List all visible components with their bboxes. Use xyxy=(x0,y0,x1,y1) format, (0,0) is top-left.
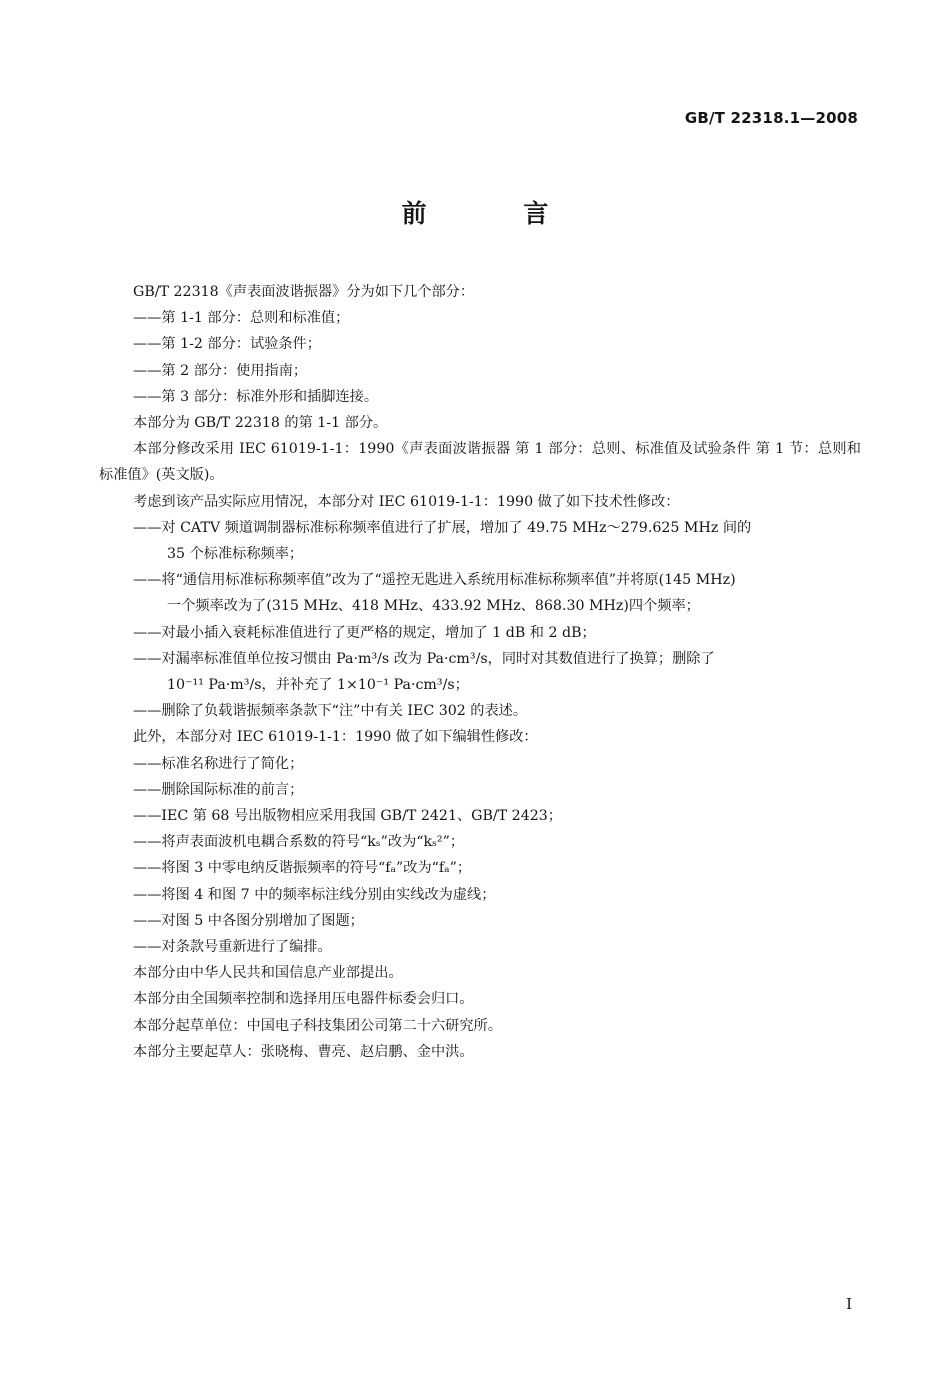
page-number: I xyxy=(846,1295,852,1313)
editorial-change-8: ——对条款号重新进行了编排。 xyxy=(133,939,332,956)
technical-changes-intro: 考虑到该产品实际应用情况，本部分对 IEC 61019-1-1：1990 做了如下技术性修改： xyxy=(133,493,680,510)
technical-change-1-line-2: 35 个标准标称频率； xyxy=(167,546,304,563)
editorial-change-3: ——IEC 第 68 号出版物相应采用我国 GB/T 2421、GB/T 2423； xyxy=(133,808,562,825)
drafters-statement: 本部分主要起草人：张晓梅、曹亮、赵启鹏、金中洪。 xyxy=(133,1043,474,1060)
list-item-part-3: ——第 3 部分：标准外形和插脚连接。 xyxy=(133,388,379,405)
list-item-part-2: ——第 2 部分：使用指南； xyxy=(133,362,308,379)
editorial-change-6: ——将图 4 和图 7 中的频率标注线分别由实线改为虚线； xyxy=(133,886,496,903)
adoption-statement: 本部分修改采用 IEC 61019-1-1：1990《声表面波谐振器 第 1 部分：总则、标准值及试验条件 第 1 节：总则和标准值》(英文版)。 xyxy=(99,441,861,484)
technical-change-1 xyxy=(99,515,861,567)
list-item-part-1-1: ——第 1-1 部分：总则和标准值； xyxy=(133,310,350,327)
technical-change-2-line-1: ——将“通信用标准标称频率值”改为了“遥控无匙进入系统用标准标称频率值”并将原(145 MHz) xyxy=(133,572,736,589)
standard-code-header: GB/T 22318.1—2008 xyxy=(684,109,858,127)
editorial-changes-intro: 此外，本部分对 IEC 61019-1-1：1990 做了如下编辑性修改： xyxy=(133,729,538,746)
technical-change-4-line-1: ——对漏率标准值单位按习惯由 Pa·m³/s 改为 Pa·cm³/s，同时对其数值进行了换算；删除了 xyxy=(133,650,715,667)
technical-change-4-line-2: 10⁻¹¹ Pa·m³/s，并补充了 1×10⁻¹ Pa·cm³/s； xyxy=(167,677,469,694)
editorial-change-4: ——将声表面波机电耦合系数的符号“kₛ”改为“kₛ²”； xyxy=(133,834,465,851)
list-item-part-1-2: ——第 1-2 部分：试验条件； xyxy=(133,336,321,353)
page-title: 前 言 xyxy=(401,199,593,228)
technical-change-5: ——删除了负载谐振频率条款下“注”中有关 IEC 302 的表述。 xyxy=(133,703,528,720)
editorial-change-5: ——将图 3 中零电纳反谐振频率的符号“fₐ”改为“fₐ”； xyxy=(133,860,472,877)
technical-change-1-line-1: ——对 CATV 频道调制器标准标称频率值进行了扩展，增加了 49.75 MHz～279.625 MHz 间的 xyxy=(133,519,752,536)
technical-change-3: ——对最小插入衰耗标准值进行了更严格的规定，增加了 1 dB 和 2 dB； xyxy=(133,624,596,641)
editorial-change-1: ——标准名称进行了简化； xyxy=(133,755,304,772)
technical-change-2-line-2: 一个频率改为了(315 MHz、418 MHz、433.92 MHz、868.30 MHz)四个频率； xyxy=(167,598,700,615)
technical-change-4 xyxy=(99,646,861,698)
editorial-change-2: ——删除国际标准的前言； xyxy=(133,781,304,798)
drafting-unit-statement: 本部分起草单位：中国电子科技集团公司第二十六研究所。 xyxy=(133,1017,502,1034)
foreword-body xyxy=(99,279,861,1065)
custody-statement: 本部分由全国频率控制和选择用压电器件标委会归口。 xyxy=(133,991,474,1008)
parts-intro: GB/T 22318《声表面波谐振器》分为如下几个部分： xyxy=(133,284,475,300)
technical-change-2 xyxy=(99,567,861,619)
editorial-change-7: ——对图 5 中各图分别增加了图题； xyxy=(133,912,364,929)
this-part-statement: 本部分为 GB/T 22318 的第 1-1 部分。 xyxy=(133,415,388,432)
proposer-statement: 本部分由中华人民共和国信息产业部提出。 xyxy=(133,965,403,982)
